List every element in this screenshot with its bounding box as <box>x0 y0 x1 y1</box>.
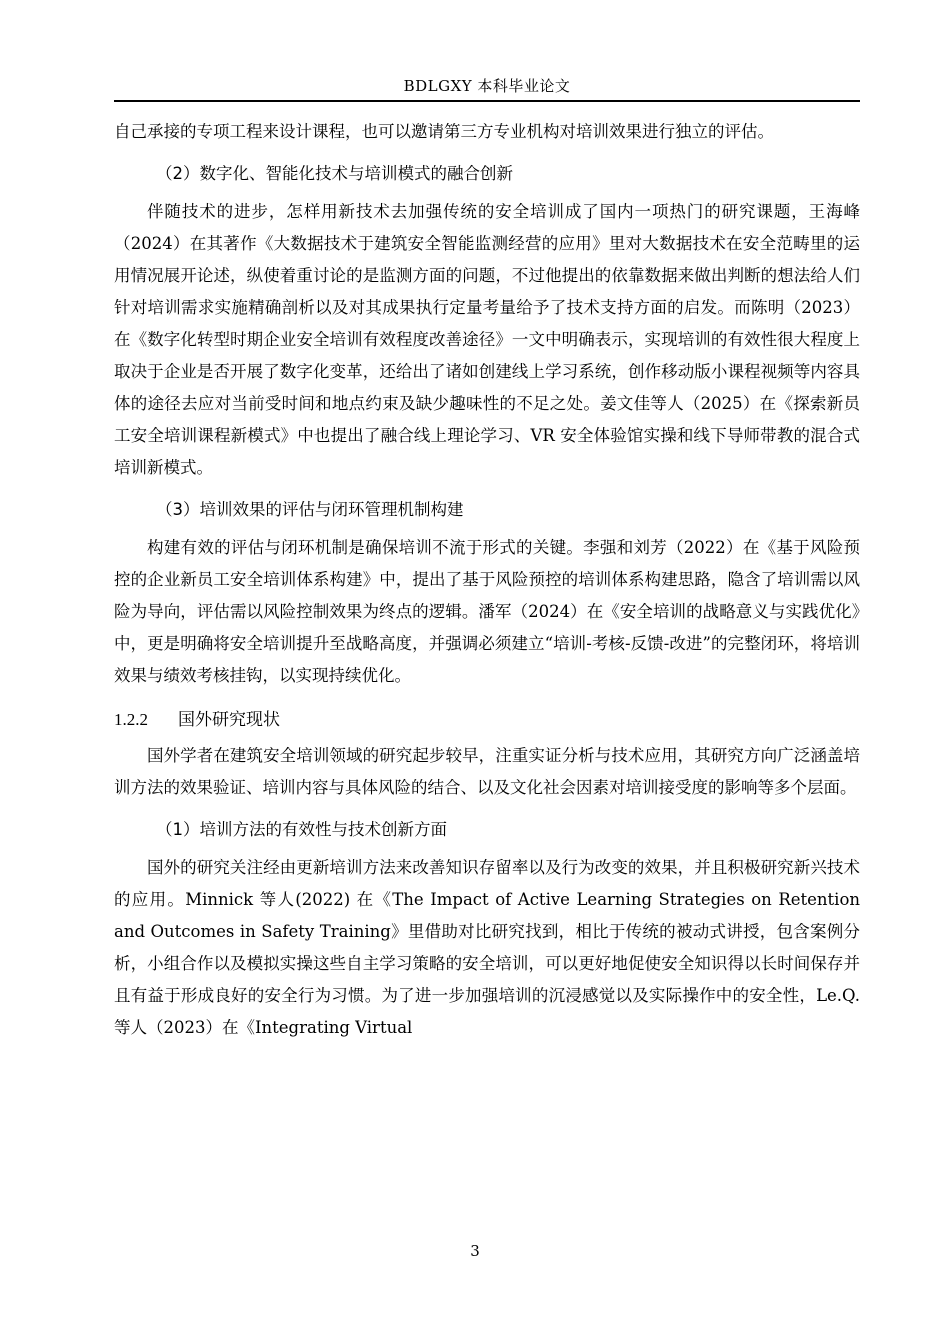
subheading-3: （3）培训效果的评估与闭环管理机制构建 <box>156 500 464 519</box>
section-heading-1-2-2 <box>114 704 860 736</box>
subheading-2: （2）数字化、智能化技术与培训模式的融合创新 <box>156 164 513 183</box>
running-header: BDLGXY 本科毕业论文 <box>403 77 571 95</box>
paragraph-evaluation: 构建有效的评估与闭环机制是确保培训不流于形式的关键。李强和刘芳（2022）在《基于风险预控的企业新员工安全培训体系构建》中，提出了基于风险预控的培训体系构建思路，隐含了培训需以风险为导向，评估需以风险控制效果为终点的逻辑。潘军（2024）在《安全培训的战略意义与实践优化》中，更是明确将安全培训提升至战略高度，并强调必须建立“培训-考核-反馈-改进”的完整闭环，将培训效果与绩效考核挂钩，以实现持续优化。 <box>114 538 860 685</box>
section-number: 1.2.2 <box>114 710 148 729</box>
header-rule <box>114 100 860 102</box>
paragraph-digital-training: 伴随技术的进步，怎样用新技术去加强传统的安全培训成了国内一项热门的研究课题，王海峰（2024）在其著作《大数据技术于建筑安全智能监测经营的应用》里对大数据技术在安全范畴里的运用情况展开论述，纵使着重讨论的是监测方面的问题，不过他提出的依靠数据来做出判断的想法给人们针对培训需求实施精确剖析以及对其成果执行定量考量给予了技术支持方面的启发。而陈明（2023）在《数字化转型时期企业安全培训有效程度改善途径》一文中明确表示，实现培训的有效性很大程度上取决于企业是否开展了数字化变革，还给出了诸如创建线上学习系统，创作移动版小课程视频等内容具体的途径去应对当前受时间和地点约束及缺少趣味性的不足之处。姜文佳等人（2025）在《探索新员工安全培训课程新模式》中也提出了融合线上理论学习、VR 安全体验馆实操和线下导师带教的混合式培训新模式。 <box>114 202 860 477</box>
paragraph-training-methods: 国外的研究关注经由更新培训方法来改善知识存留率以及行为改变的效果，并且积极研究新兴技术的应用。Minnick 等人(2022) 在《The Impact of Active Learning Strategies on Retention and Outcomes in Safety Training》里借助对比研究找到，相比于传统的被动式讲授，包含案例分析，小组合作以及模拟实操这些自主学习策略的安全培训，可以更好地促使安全知识得以长时间保存并且有益于形成良好的安全行为习惯。为了进一步加强培训的沉浸感觉以及实际操作中的安全性，Le.Q.等人（2023）在《Integrating Virtual <box>114 858 860 1037</box>
paragraph-foreign-overview: 国外学者在建筑安全培训领域的研究起步较早，注重实证分析与技术应用，其研究方向广泛涵盖培训方法的效果验证、培训内容与具体风险的结合、以及文化社会因素对培训接受度的影响等多个层面。 <box>114 746 860 797</box>
page-body <box>114 116 860 1044</box>
page-number: 3 <box>470 1242 480 1260</box>
section-title: 国外研究现状 <box>178 710 280 730</box>
subheading-1: （1）培训方法的有效性与技术创新方面 <box>156 820 447 839</box>
paragraph-continuation: 自己承接的专项工程来设计课程，也可以邀请第三方专业机构对培训效果进行独立的评估。 <box>114 122 774 141</box>
